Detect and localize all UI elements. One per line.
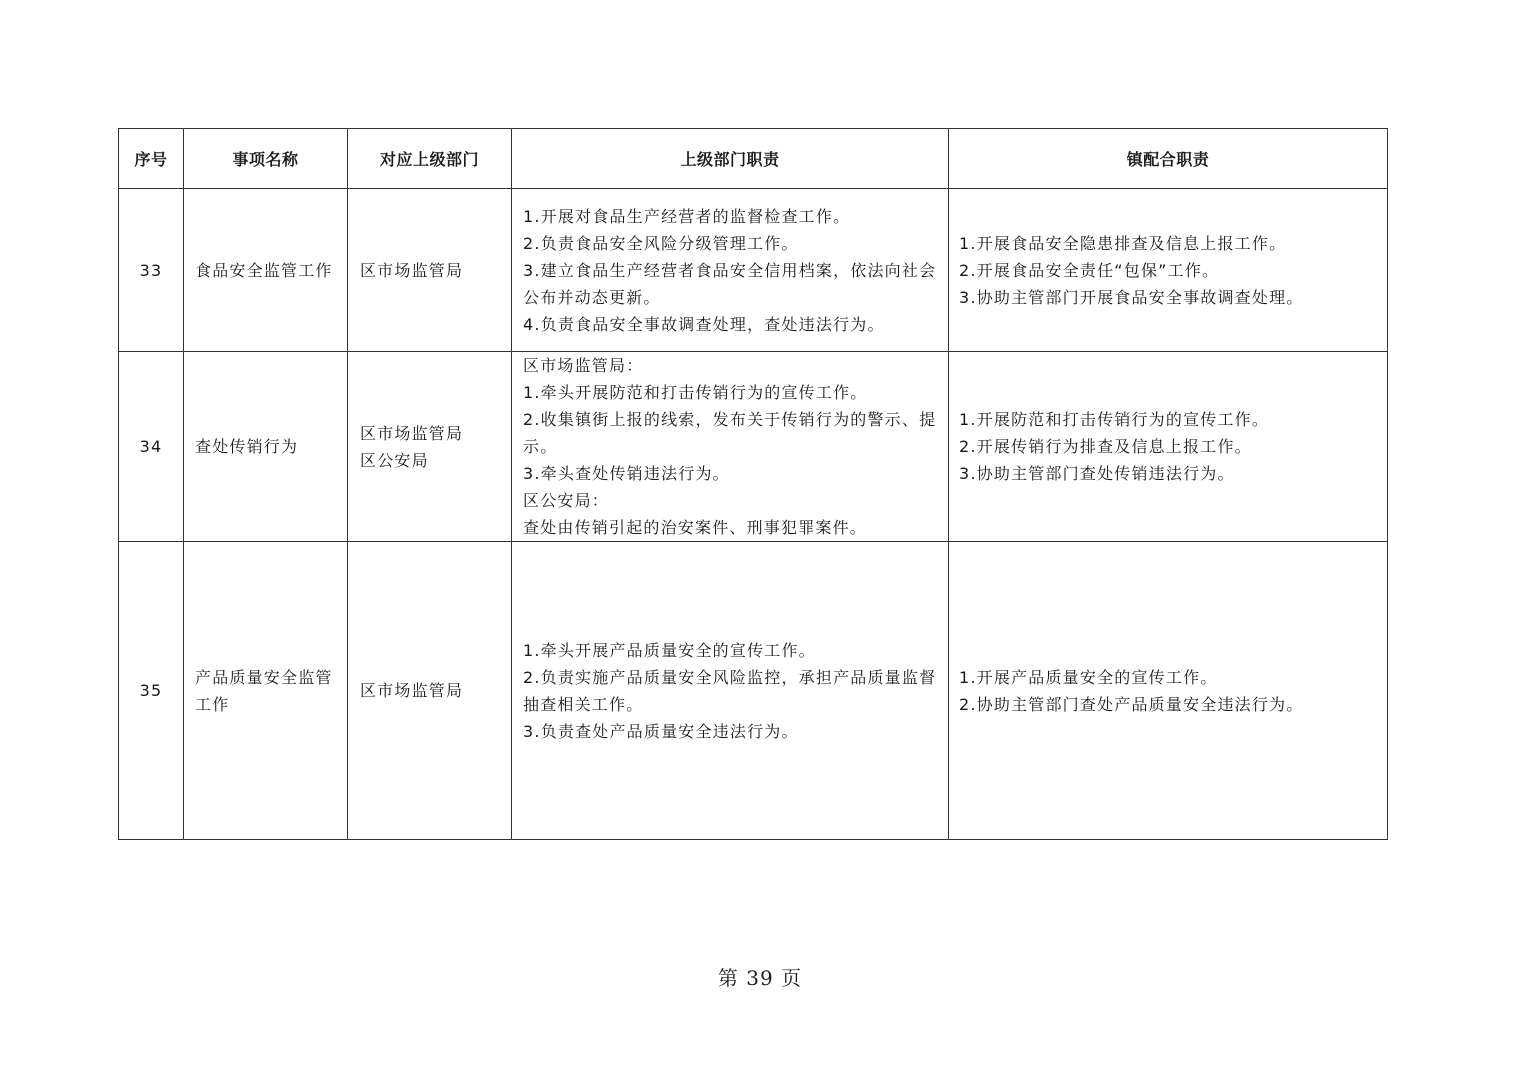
row-town-duties [949,189,1388,352]
duty-table [118,128,1388,840]
duty-line: 区公安局： [523,491,610,510]
header-serial-number: 序号 [119,129,184,189]
duty-line: 2.负责实施产品质量安全风险监控，承担产品质量监督抽查相关工作。 [523,667,937,714]
department-line: 区公安局 [360,450,429,470]
duty-line: 2.开展食品安全责任“包保”工作。 [959,260,1220,280]
duty-line: 2.开展传销行为排查及信息上报工作。 [959,437,1252,456]
table-row [119,542,1388,840]
row-town-duties [949,352,1388,542]
duty-line: 1.开展产品质量安全的宣传工作。 [959,667,1218,687]
duty-line: 2.协助主管部门查处产品质量安全违法行为。 [959,694,1304,714]
department-line: 区市场监管局 [360,260,464,280]
item-name-text: 产品质量安全监管工作 [195,667,333,714]
row-upper-duties [512,189,949,352]
duty-line: 3.负责查处产品质量安全违法行为。 [523,721,799,741]
row-serial-number: 34 [119,352,184,542]
duty-line: 3.牵头查处传销违法行为。 [523,464,730,483]
row-serial-number: 35 [119,542,184,840]
row-upper-department [348,189,512,352]
row-item-name [184,352,348,542]
table-row [119,352,1388,542]
duty-line: 查处由传销引起的治安案件、刑事犯罪案件。 [523,518,868,537]
duty-line: 4.负责食品安全事故调查处理，查处违法行为。 [523,314,885,334]
row-upper-department [348,542,512,840]
duty-line: 3.建立食品生产经营者食品安全信用档案，依法向社会公布并动态更新。 [523,260,937,307]
row-item-name [184,189,348,352]
duty-line: 1.开展对食品生产经营者的监督检查工作。 [523,206,851,226]
department-line: 区市场监管局 [360,681,464,700]
row-upper-duties [512,352,949,542]
duty-line: 3.协助主管部门查处传销违法行为。 [959,464,1235,483]
header-item-name: 事项名称 [184,129,348,189]
header-upper-department-duties: 上级部门职责 [512,129,949,189]
row-upper-duties [512,542,949,840]
page-number: 第 39 页 [717,966,803,990]
table-row [119,189,1388,352]
row-town-duties [949,542,1388,840]
duty-line: 2.负责食品安全风险分级管理工作。 [523,233,799,253]
duty-line: 区市场监管局： [523,356,644,375]
duty-line: 1.开展防范和打击传销行为的宣传工作。 [959,410,1270,429]
duty-line: 1.牵头开展产品质量安全的宣传工作。 [523,640,816,660]
row-serial-number: 33 [119,189,184,352]
table-header-row [119,129,1388,189]
duty-line: 1.牵头开展防范和打击传销行为的宣传工作。 [523,383,868,402]
item-name-text: 食品安全监管工作 [195,260,333,280]
department-line: 区市场监管局 [360,423,464,443]
header-upper-department: 对应上级部门 [348,129,512,189]
item-name-text: 查处传销行为 [195,437,299,456]
header-town-duties: 镇配合职责 [949,129,1388,189]
duty-line: 2.收集镇街上报的线索，发布关于传销行为的警示、提示。 [523,410,937,456]
row-upper-department [348,352,512,542]
row-item-name [184,542,348,840]
duty-line: 1.开展食品安全隐患排查及信息上报工作。 [959,233,1287,253]
duty-line: 3.协助主管部门开展食品安全事故调查处理。 [959,287,1304,307]
